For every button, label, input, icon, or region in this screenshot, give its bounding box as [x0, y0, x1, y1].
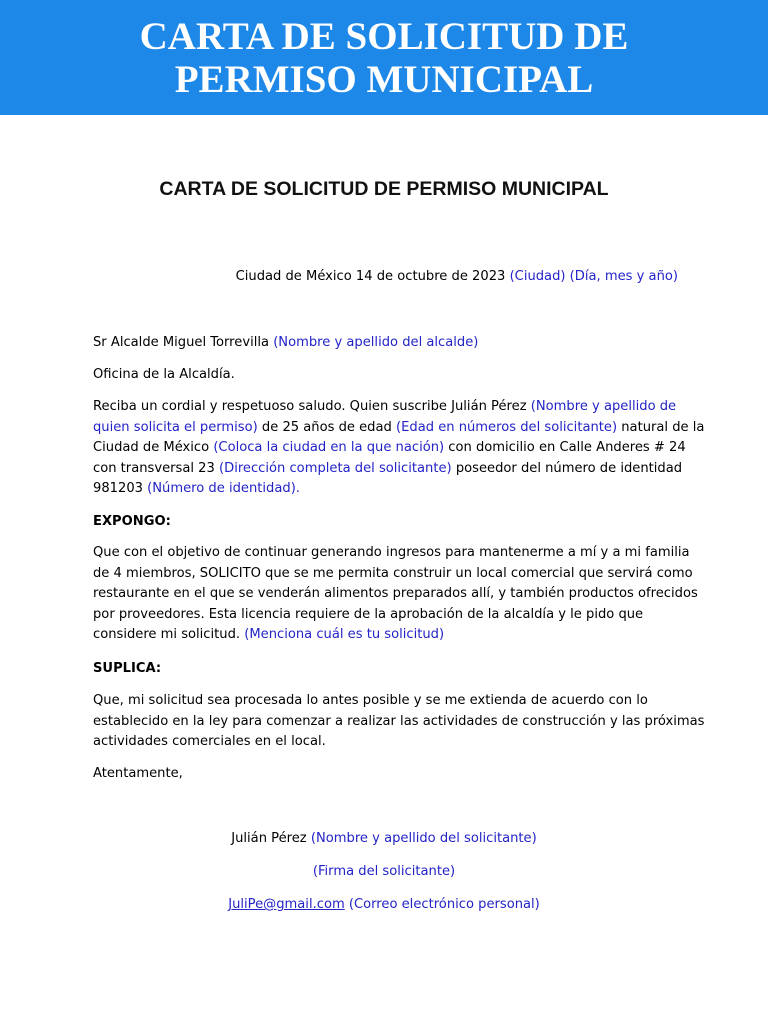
date-text: Ciudad de México 14 de octubre de 2023	[235, 269, 506, 284]
intro-line	[93, 418, 705, 439]
banner-title-line-1: CARTA DE SOLICITUD DE	[139, 14, 629, 58]
expongo-line: Que con el objetivo de continuar generando ingresos para mantenerme a mí y a mi familia	[93, 545, 690, 560]
document-title: CARTA DE SOLICITUD DE PERMISO MUNICIPAL	[159, 178, 609, 200]
expongo-line	[93, 625, 678, 646]
intro-line	[93, 397, 678, 418]
intro-text: con domicilio en Calle Anderes # 24	[448, 440, 686, 456]
intro-text: natural de la	[621, 419, 705, 435]
intro-text: de 25 años de edad	[261, 419, 392, 435]
office-line: Oficina de la Alcaldía.	[93, 367, 235, 382]
intro-text: 981203	[93, 481, 143, 497]
title-banner	[0, 0, 768, 115]
suplica-paragraph	[93, 691, 705, 753]
suplica-line: establecido en la ley para comenzar a realizar las actividades de construcción y las próximas	[93, 713, 705, 729]
signature-name: Julián Pérez	[231, 831, 307, 846]
intro-hint: (Nombre y apellido de	[530, 399, 677, 414]
expongo-paragraph	[93, 543, 698, 646]
recipient-text: Sr Alcalde Miguel Torrevilla	[93, 335, 270, 350]
intro-hint: (Número de identidad).	[147, 481, 300, 497]
intro-hint: (Coloca la ciudad en la que nación)	[213, 440, 445, 456]
recipient-line	[93, 333, 678, 354]
date-hint: (Ciudad) (Día, mes y año)	[509, 269, 678, 284]
expongo-heading: EXPONGO:	[93, 514, 171, 529]
intro-line	[93, 479, 678, 500]
expongo-line: de 4 miembros, SOLICITO que se me permita construir un local comercial que servirá como	[93, 565, 693, 581]
intro-paragraph	[93, 397, 705, 500]
signature-name-line	[0, 829, 768, 850]
intro-text: poseedor del número de identidad	[455, 460, 683, 476]
intro-text: con transversal 23	[93, 460, 215, 476]
email-hint: (Correo electrónico personal)	[348, 897, 540, 912]
expongo-hint: (Menciona cuál es tu solicitud)	[244, 627, 445, 643]
intro-text: Ciudad de México	[93, 440, 210, 456]
suplica-line: Que, mi solicitud sea procesada lo antes posible y se me extienda de acuerdo con lo	[93, 693, 648, 708]
suplica-line: actividades comerciales en el local.	[93, 734, 326, 750]
expongo-line: por proveedores. Esta licencia requiere de la aprobación de la alcaldía y le pido que	[93, 606, 644, 622]
intro-line	[93, 438, 686, 459]
signature-name-hint: (Nombre y apellido del solicitante)	[310, 831, 537, 846]
date-line	[93, 267, 678, 288]
intro-text: Reciba un cordial y respetuoso saludo. Quien suscribe Julián Pérez	[93, 399, 527, 414]
intro-line	[93, 459, 683, 480]
suplica-heading: SUPLICA:	[93, 661, 162, 676]
closing-line: Atentamente,	[93, 766, 183, 781]
banner-title-line-2: PERMISO MUNICIPAL	[174, 57, 594, 101]
email-link[interactable]: JuliPe@gmail.com	[228, 897, 345, 912]
expongo-text: considere mi solicitud.	[93, 627, 241, 643]
intro-hint: (Dirección completa del solicitante)	[219, 460, 452, 476]
recipient-hint: (Nombre y apellido del alcalde)	[273, 335, 479, 350]
email-line	[0, 895, 768, 916]
signature-firma-hint: (Firma del solicitante)	[312, 864, 456, 879]
intro-hint: quien solicita el permiso)	[93, 419, 258, 435]
expongo-line: restaurante en el que se venderán alimentos preparados allí, y también productos ofrecidos	[93, 586, 698, 602]
intro-hint: (Edad en números del solicitante)	[396, 419, 618, 435]
